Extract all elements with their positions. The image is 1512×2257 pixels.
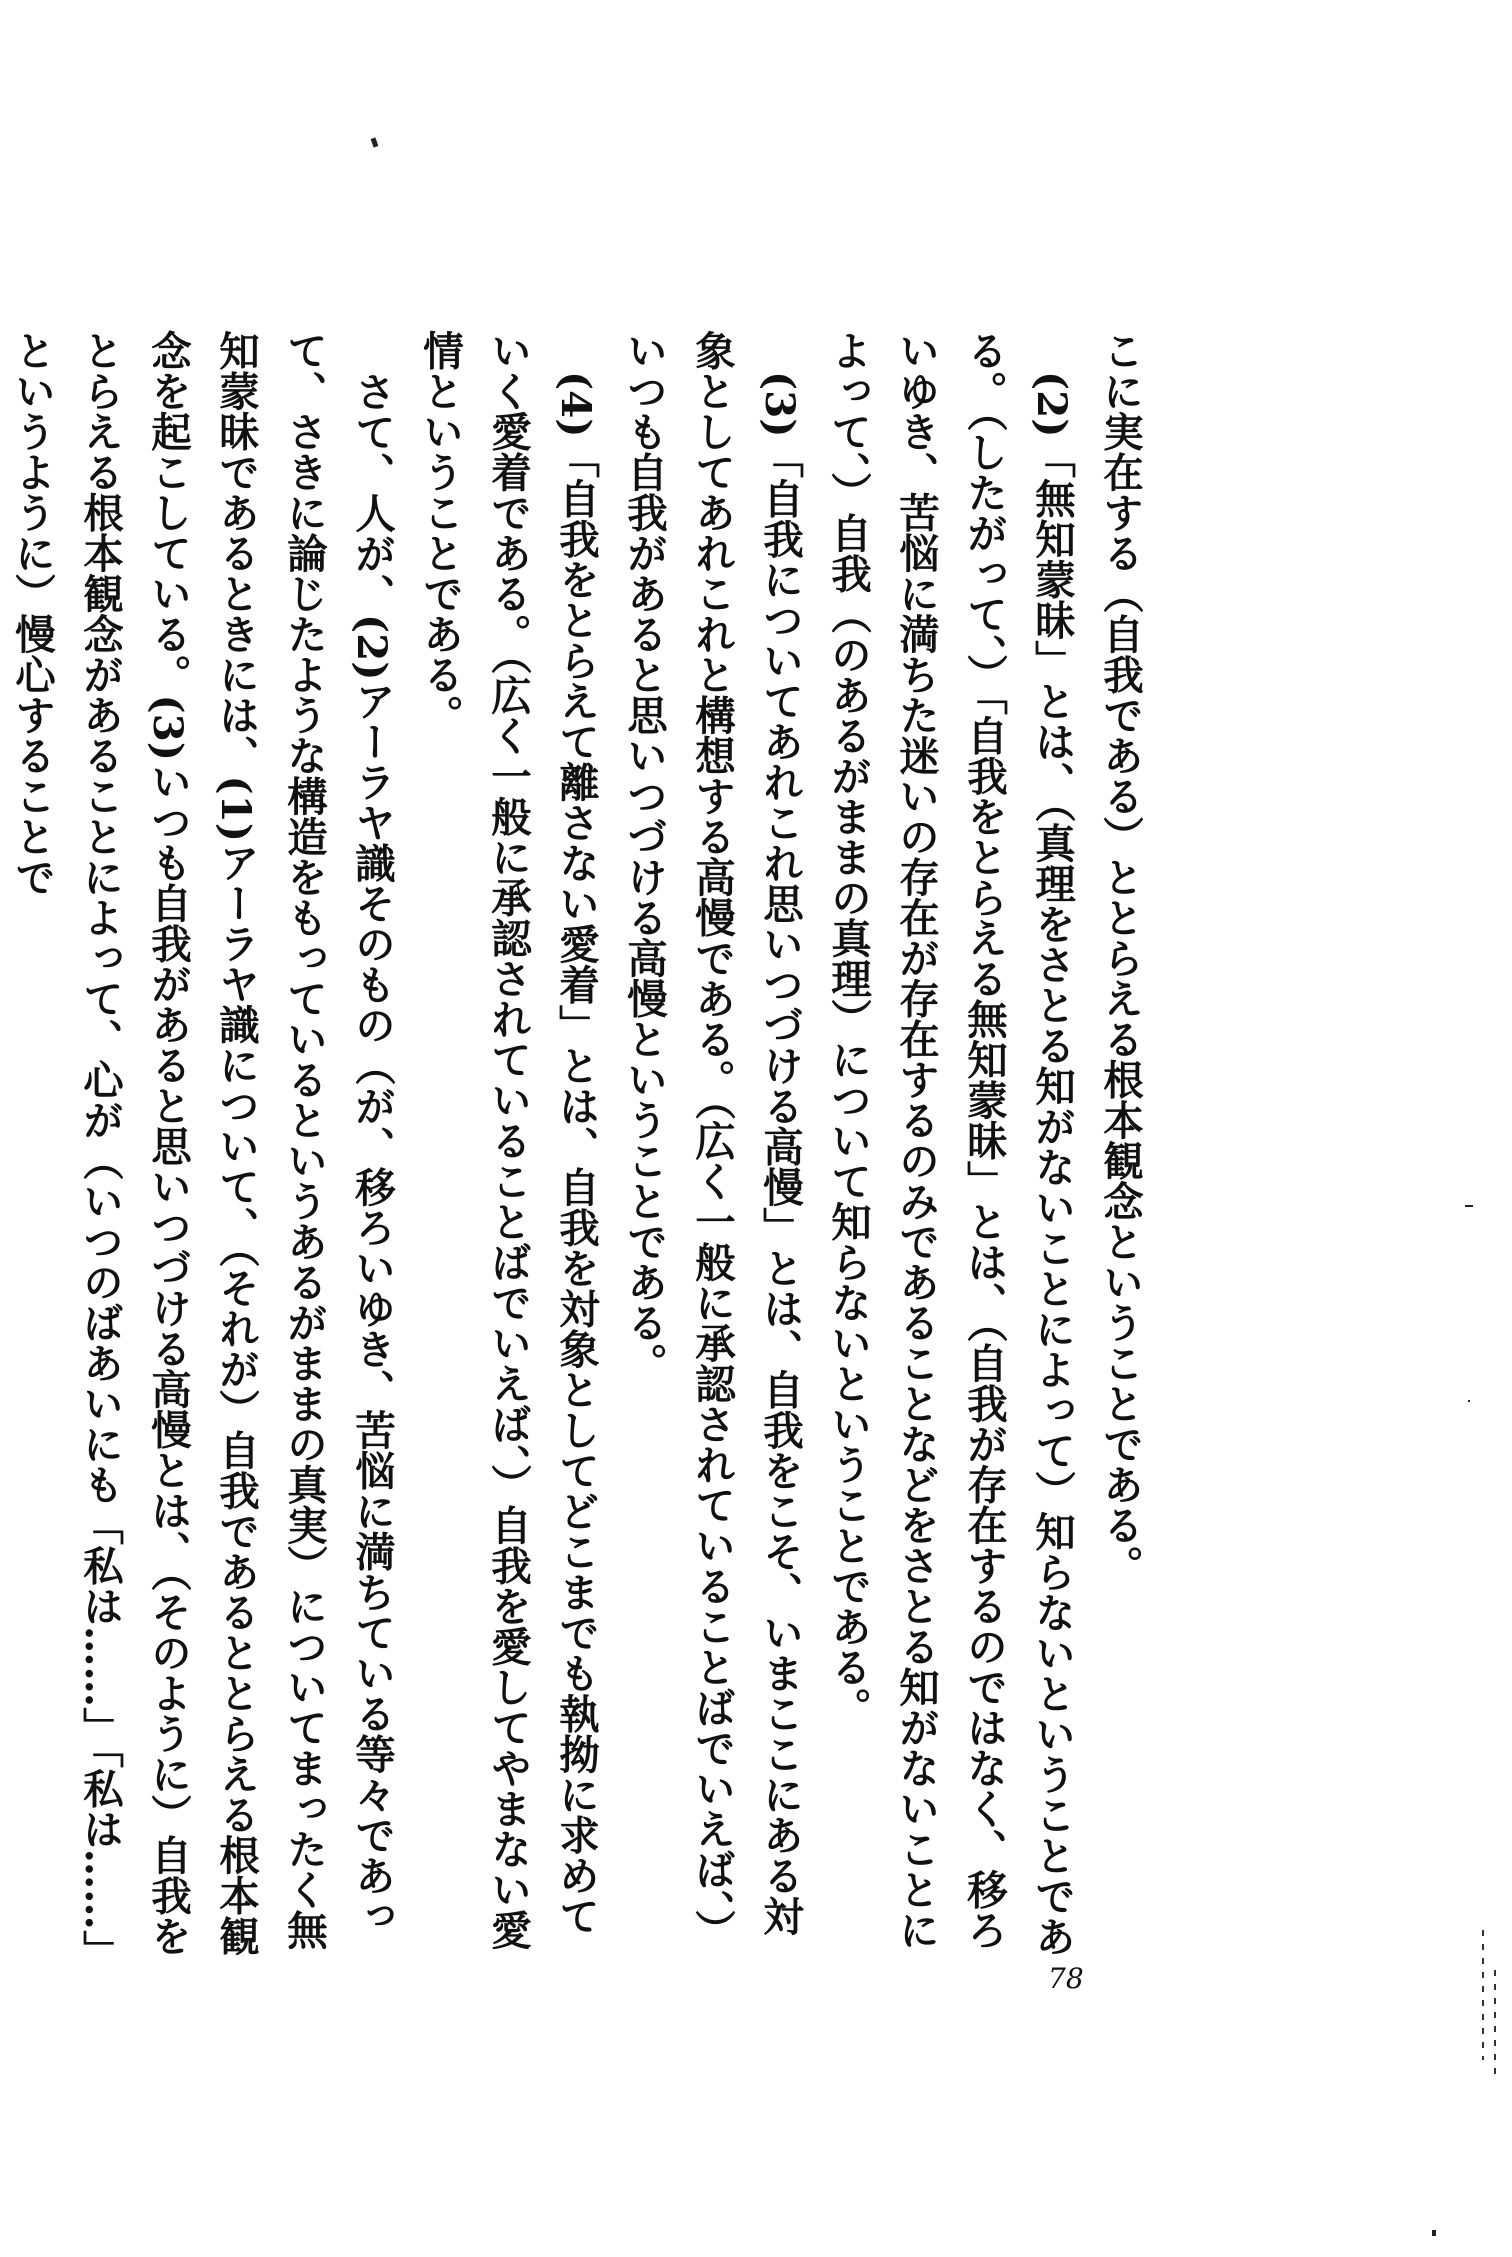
paragraph-3: (3)「自我についてあれこれ思いつづける高慢」とは、自我をこそ、いまここにある対象としてあれこれと構想する高慢である。（広く一般に承認されていることばでいえば、）いつも自我があると思いつづける高慢ということである。 bbox=[620, 330, 804, 1950]
scan-speck bbox=[1468, 1400, 1470, 1402]
scan-speck bbox=[1465, 1205, 1473, 1207]
paragraph-5: さて、人が、(2)アーラヤ識そのもの（が、移ろいゆき、苦悩に満ちている等々であって、さきに論じたような構造をもっているというあるがままの真実）についてまったく無知蒙昧であるときには、(1)アーラヤ識について、（それが）自我であるととらえる根本観念を起こしている。(3)いつも自我があると思いつづける高慢とは、（そのように）自我をとらえる根本観念があることによって、心が（いつのばあいにも「私は……」「私は……」というように）慢心することで bbox=[8, 330, 396, 1956]
paragraph-2: (2)「無知蒙昧」とは、（真理をさとる知がないことによって）知らないということである。（したがって、）「自我をとらえる無知蒙昧」とは、（自我が存在するのではなく、移ろいゆき、苦悩に満ちた迷いの存在が存在するのみであることなどをさとる知がないことによって、）自我（のあるがままの真理）について知らないということである。 bbox=[824, 330, 1076, 1956]
scan-speck bbox=[371, 137, 379, 147]
scan-edge-line bbox=[1482, 1930, 1484, 2060]
page-number: 78 bbox=[1048, 1962, 1084, 1995]
body-text bbox=[0, 330, 1154, 1970]
paragraph-1: こに実在する（自我である）ととらえる根本観念ということである。 bbox=[1096, 330, 1144, 1586]
paragraph-4: (4)「自我をとらえて離さない愛着」とは、自我を対象としてどこまでも執拗に求めていく愛着である。（広く一般に承認されていることばでいえば、）自我を愛してやまない愛情ということである。 bbox=[416, 330, 600, 1950]
scan-edge-line bbox=[1494, 1970, 1496, 2080]
scan-speck bbox=[1432, 2230, 1436, 2236]
